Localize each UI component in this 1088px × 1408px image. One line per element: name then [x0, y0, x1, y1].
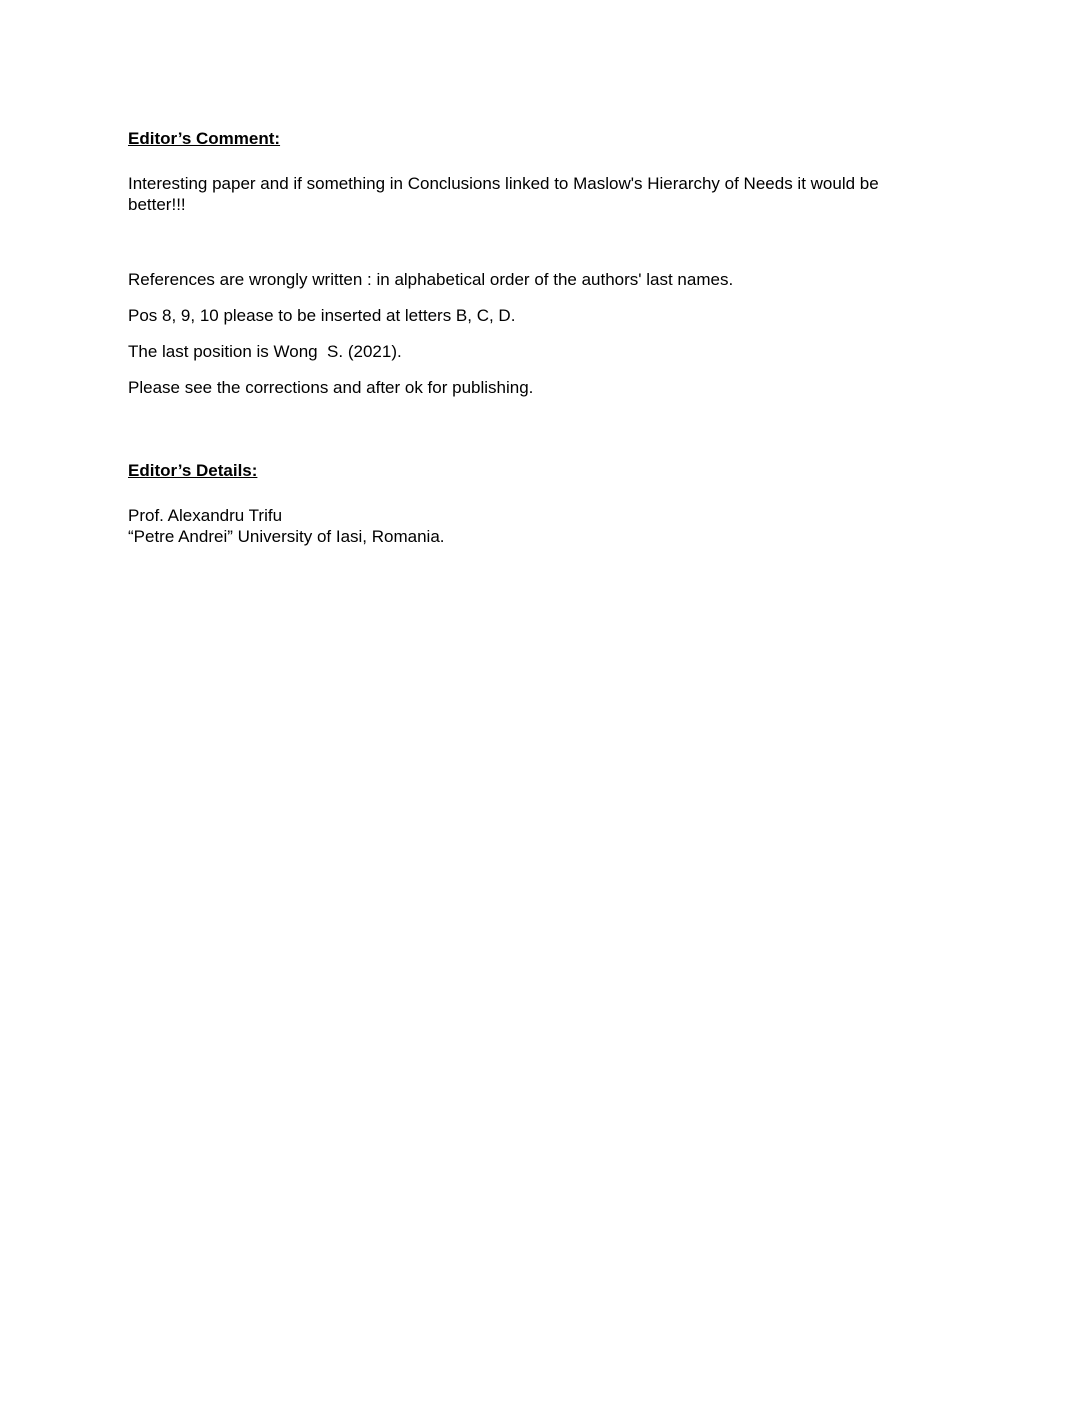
- comment-paragraph-line-2: better!!!: [128, 195, 186, 214]
- comment-paragraph-line-1: Interesting paper and if something in Conclusions linked to Maslow's Hierarchy of Needs it would be: [128, 174, 879, 193]
- closing-note: Please see the corrections and after ok for publishing.: [128, 378, 534, 397]
- positions-note: Pos 8, 9, 10 please to be inserted at letters B, C, D.: [128, 306, 516, 325]
- references-note: References are wrongly written : in alphabetical order of the authors' last names.: [128, 270, 734, 289]
- last-position-note: The last position is Wong S. (2021).: [128, 342, 402, 361]
- editor-affiliation: “Petre Andrei” University of Iasi, Romania.: [128, 527, 445, 546]
- editor-comment-heading: Editor’s Comment:: [128, 129, 281, 148]
- editor-details-heading: Editor’s Details:: [128, 461, 258, 480]
- editor-name: Prof. Alexandru Trifu: [128, 506, 283, 525]
